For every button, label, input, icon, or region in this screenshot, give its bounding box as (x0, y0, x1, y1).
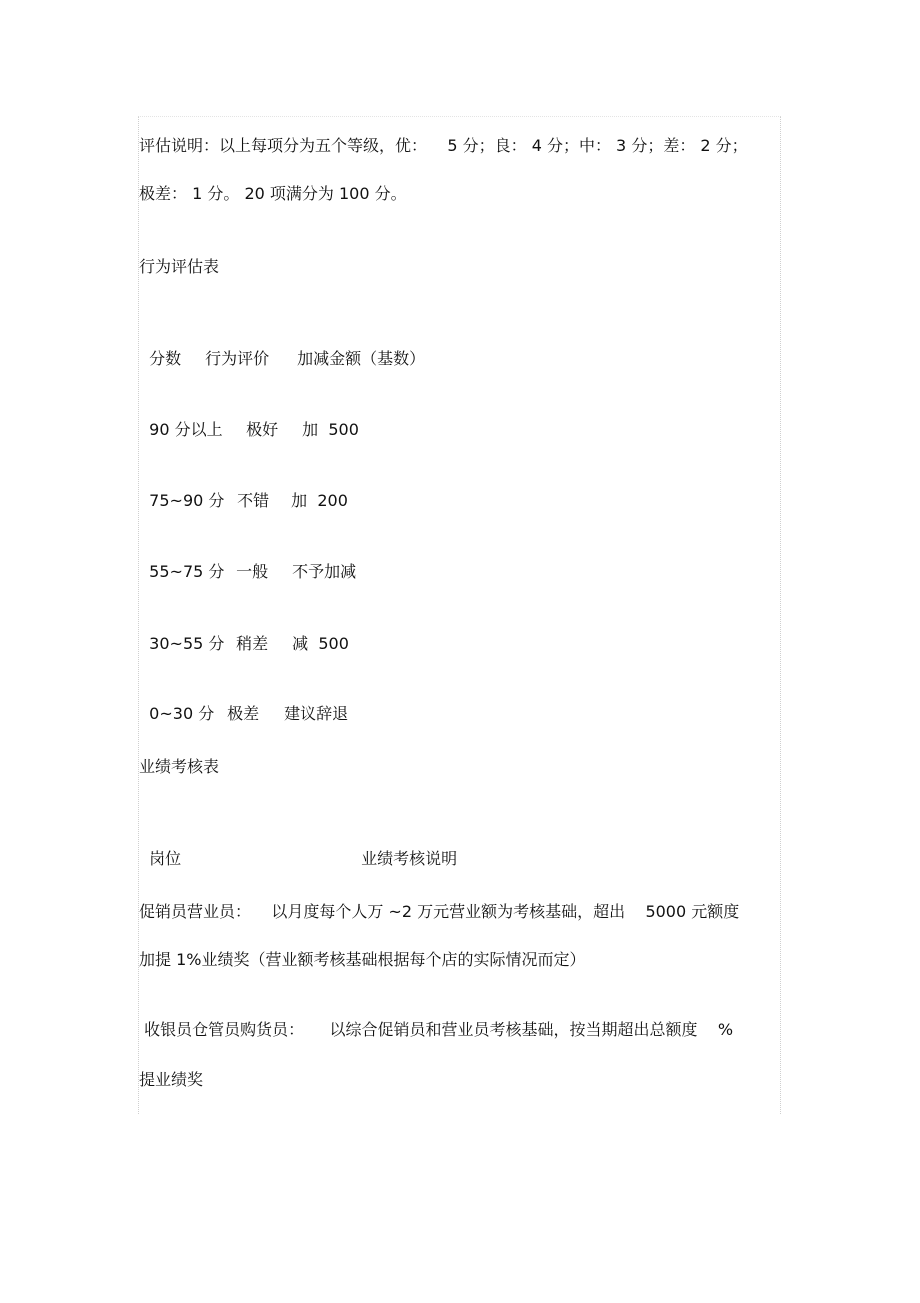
row-score: 90 分以上 (149, 420, 223, 439)
cashier-description-line-2: 提业绩奖 (139, 1070, 204, 1089)
table-row (139, 542, 356, 582)
performance-table-title: 业绩考核表 (139, 757, 220, 776)
table-row (139, 614, 349, 654)
header-rating: 行为评价 (205, 349, 270, 368)
header-position: 岗位 (149, 849, 182, 868)
row-amount: 加 500 (302, 420, 359, 439)
row-rating: 不错 (237, 491, 270, 510)
performance-table-header (139, 829, 457, 869)
table-row (139, 400, 359, 440)
header-amount: 加减金额（基数） (297, 349, 426, 368)
row-rating: 一般 (236, 562, 269, 581)
evaluation-note-line-2: 极差： 1 分。 20 项满分为 100 分。 (139, 184, 407, 203)
header-description: 业绩考核说明 (361, 849, 458, 868)
promoter-description-line-1: 促销员营业员： 以月度每个人万 ~2 万元营业额为考核基础，超出 5000 元额度 (139, 902, 740, 921)
behavior-table-header (139, 329, 425, 369)
behavior-table-title: 行为评估表 (139, 257, 220, 276)
row-amount: 减 500 (292, 634, 349, 653)
row-amount: 不予加减 (292, 562, 357, 581)
row-score: 55~75 分 (149, 562, 225, 581)
promoter-description-line-2: 加提 1%业绩奖（营业额考核基础根据每个店的实际情况而定） (139, 950, 586, 969)
row-amount: 加 200 (291, 491, 348, 510)
evaluation-note-line-1: 评估说明：以上每项分为五个等级，优： 5 分；良： 4 分；中： 3 分；差： 2 分； (139, 136, 748, 155)
row-score: 0~30 分 (149, 704, 215, 723)
row-rating: 极差 (227, 704, 260, 723)
row-amount: 建议辞退 (284, 704, 349, 723)
row-score: 75~90 分 (149, 491, 225, 510)
row-score: 30~55 分 (149, 634, 225, 653)
row-rating: 极好 (246, 420, 279, 439)
header-score: 分数 (149, 349, 182, 368)
table-row (139, 684, 348, 724)
cashier-description-line-1: 收银员仓管员购货员： 以综合促销员和营业员考核基础，按当期超出总额度 % (139, 1020, 734, 1039)
row-rating: 稍差 (236, 634, 269, 653)
table-row (139, 471, 348, 511)
